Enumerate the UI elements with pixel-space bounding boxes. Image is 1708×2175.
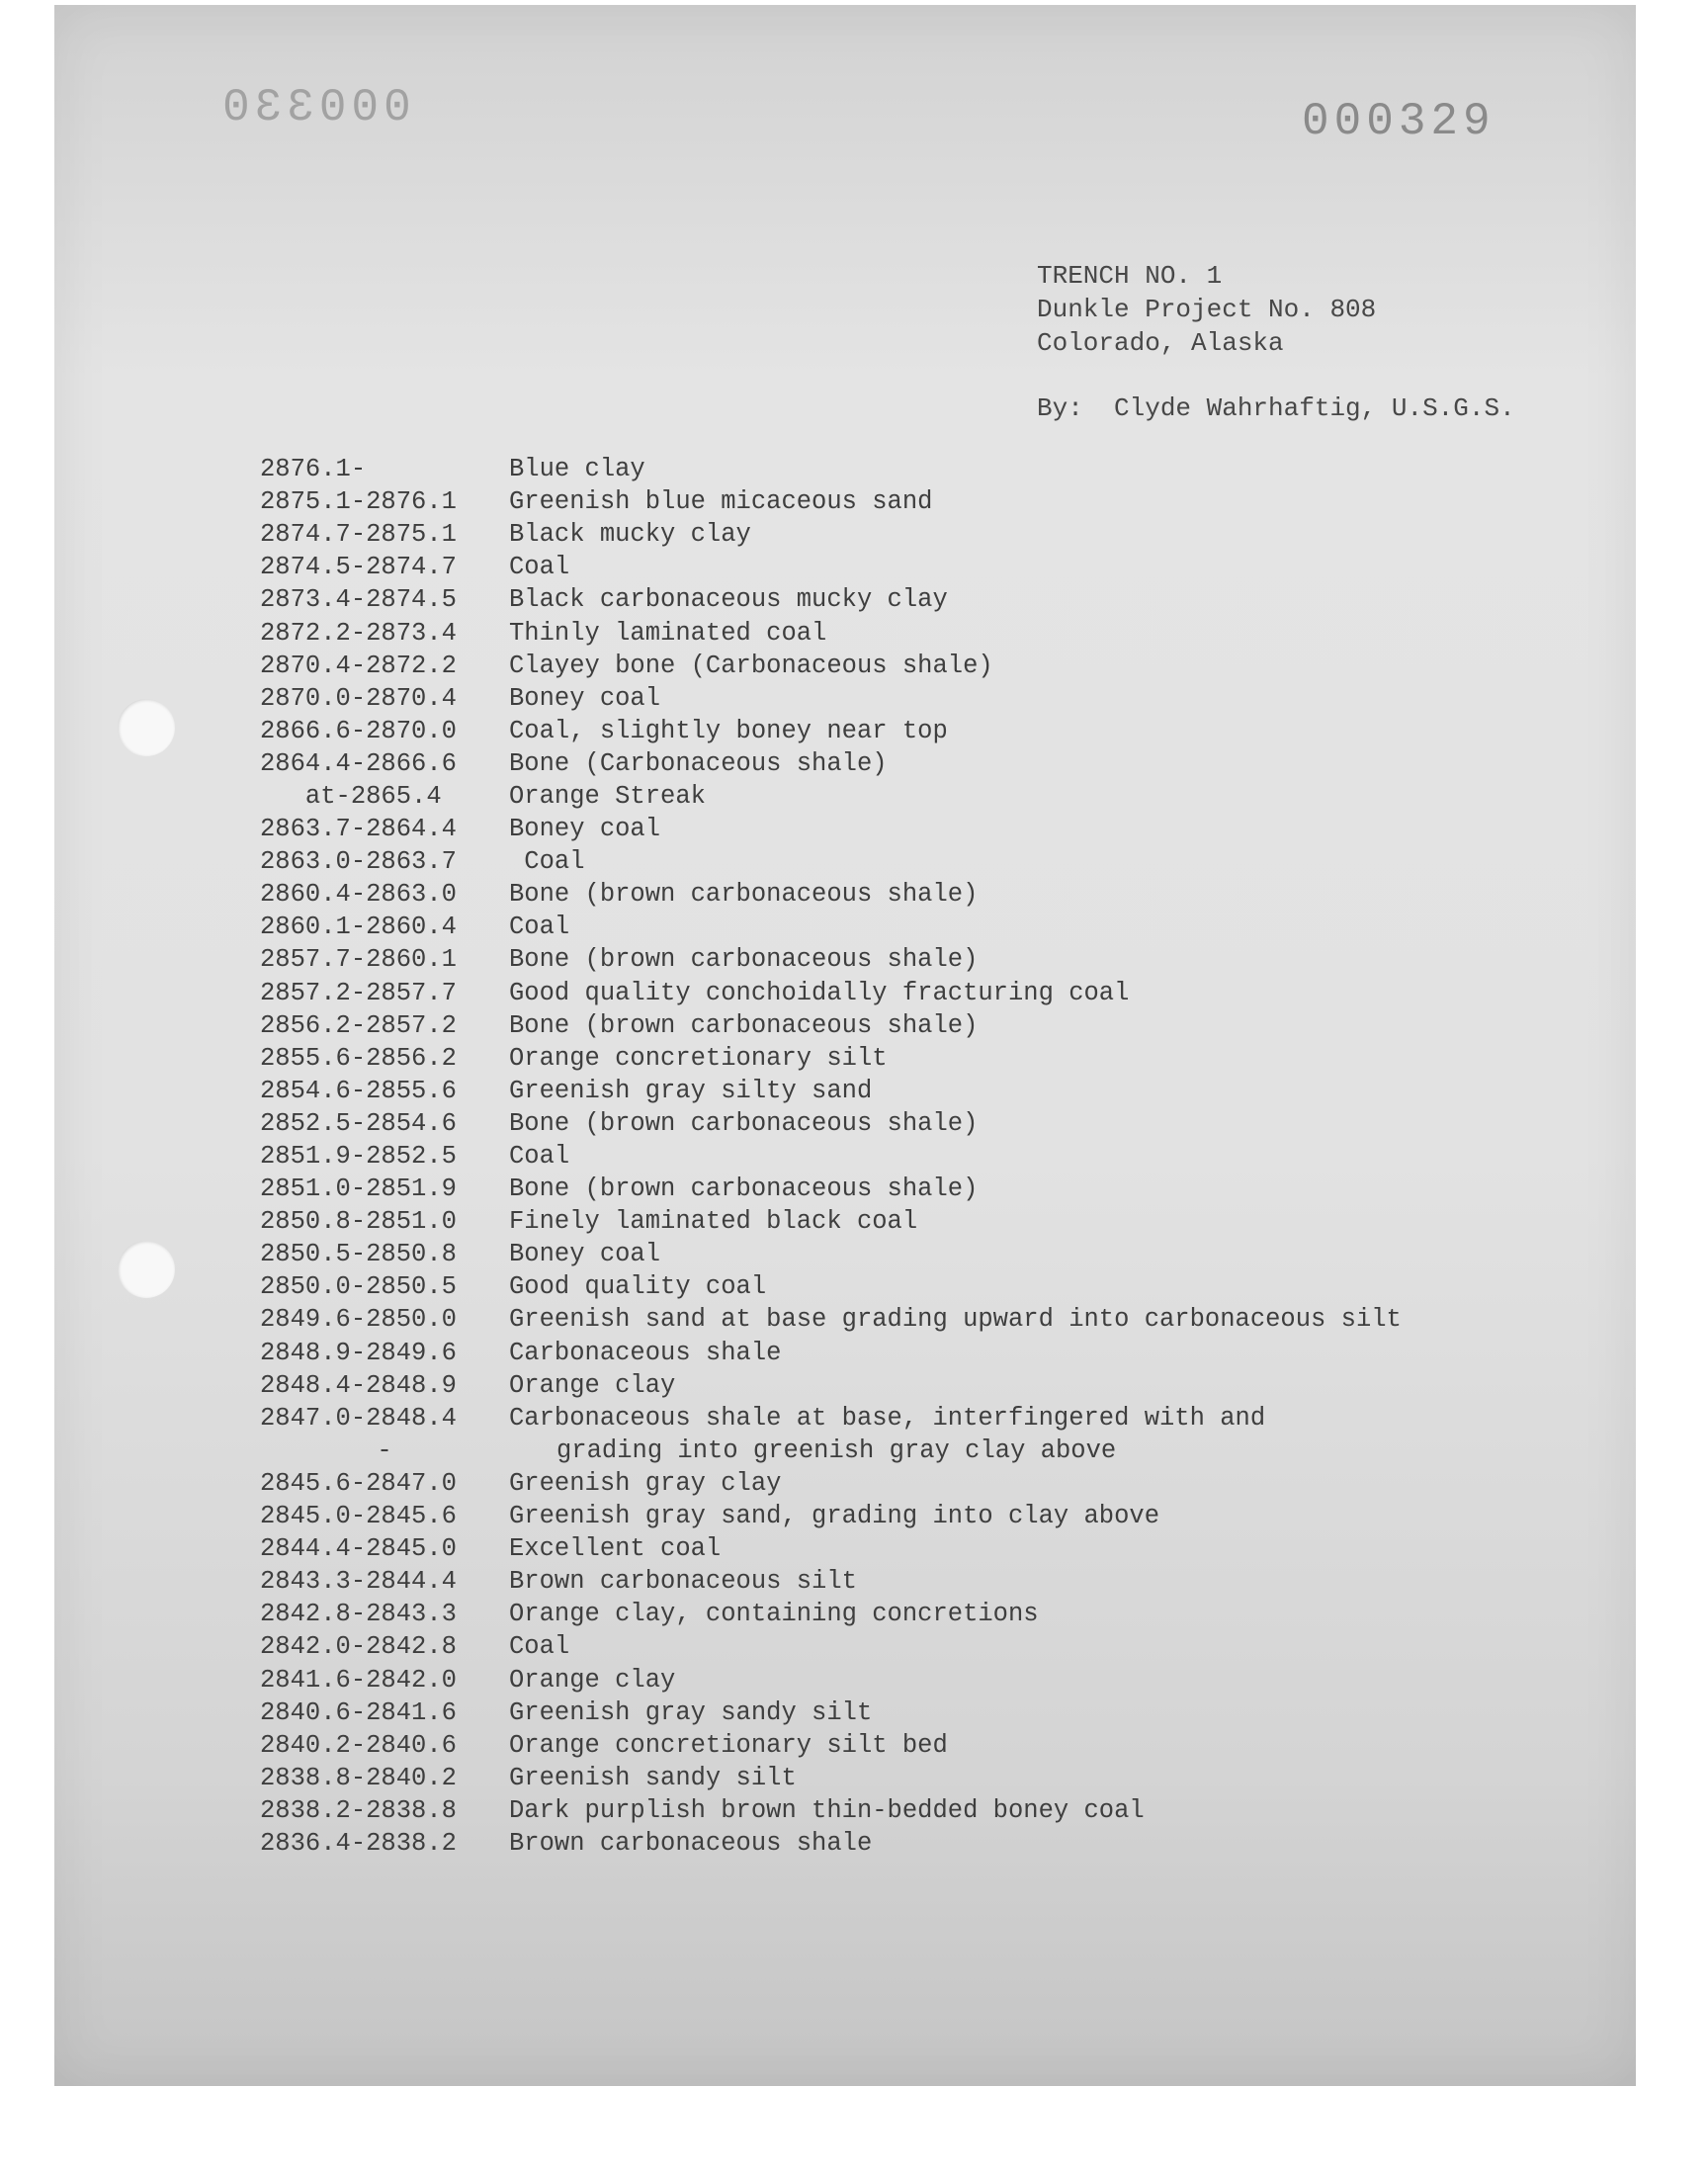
log-row <box>260 878 1402 911</box>
lithology-description: Coal, slightly boney near top <box>509 716 948 745</box>
depth-range: 2870.4-2872.2 <box>260 651 457 680</box>
depth-range: 2849.6-2850.0 <box>260 1305 457 1335</box>
lithology-description: Bone (brown carbonaceous shale) <box>509 880 979 910</box>
depth-range: 2840.2-2840.6 <box>260 1730 457 1760</box>
depth-range: 2840.6-2841.6 <box>260 1697 457 1727</box>
log-row <box>260 1794 1402 1827</box>
log-row <box>260 1140 1402 1173</box>
depth-range: 2855.6-2856.2 <box>260 1043 457 1073</box>
log-row <box>260 911 1402 943</box>
depth-range: 2844.4-2845.0 <box>260 1534 457 1564</box>
depth-range: 2873.4-2874.5 <box>260 585 457 615</box>
depth-range: 2842.8-2843.3 <box>260 1600 457 1629</box>
log-row <box>260 616 1402 649</box>
log-row <box>260 518 1402 551</box>
log-row <box>260 1630 1402 1663</box>
lithology-description: Boney coal <box>509 683 661 713</box>
log-row <box>260 1042 1402 1075</box>
lithology-description: Carbonaceous shale at base, interfingered with and <box>509 1403 1266 1433</box>
depth-range: 2856.2-2857.2 <box>260 1010 457 1040</box>
log-row <box>260 715 1402 747</box>
lithology-description: Good quality coal <box>509 1272 767 1302</box>
log-row <box>260 747 1402 780</box>
depth-range: 2857.7-2860.1 <box>260 945 457 975</box>
punch-hole <box>118 699 175 756</box>
log-row <box>260 1696 1402 1729</box>
log-row <box>260 583 1402 616</box>
trench-title: TRENCH NO. 1 <box>1037 261 1223 291</box>
depth-range: 2842.0-2842.8 <box>260 1632 457 1662</box>
lithology-description: Finely laminated black coal <box>509 1207 918 1237</box>
lithology-description: Orange clay <box>509 1665 676 1695</box>
depth-range: 2838.2-2838.8 <box>260 1795 457 1825</box>
lithology-description: Greenish gray sandy silt <box>509 1697 873 1727</box>
lithology-description: Bone (Carbonaceous shale) <box>509 748 888 778</box>
log-row <box>260 1402 1402 1435</box>
depth-range: 2854.6-2855.6 <box>260 1076 457 1105</box>
lithology-description: Clayey bone (Carbonaceous shale) <box>509 651 993 680</box>
log-row <box>260 813 1402 845</box>
depth-range: 2860.1-2860.4 <box>260 913 457 942</box>
log-row <box>260 650 1402 682</box>
depth-range: 2857.2-2857.7 <box>260 978 457 1007</box>
lithology-description: Brown carbonaceous shale <box>509 1828 873 1858</box>
lithology-description: Bone (brown carbonaceous shale) <box>509 1108 979 1138</box>
log-row <box>260 977 1402 1009</box>
log-row <box>260 1663 1402 1696</box>
project-name: Dunkle Project No. 808 <box>1037 295 1377 324</box>
log-row <box>260 1303 1402 1336</box>
log-row <box>260 1205 1402 1238</box>
depth-range: 2876.1- <box>260 455 367 484</box>
log-row <box>260 780 1402 813</box>
lithology-description: Coal <box>509 553 570 582</box>
depth-range: 2850.5-2850.8 <box>260 1240 457 1269</box>
lithology-description: Coal <box>509 1632 570 1662</box>
lithology-description: Boney coal <box>509 815 661 844</box>
log-row <box>260 1270 1402 1303</box>
log-row <box>260 1075 1402 1107</box>
depth-range: 2860.4-2863.0 <box>260 880 457 910</box>
log-row <box>260 1500 1402 1532</box>
depth-range: 2874.7-2875.1 <box>260 520 457 550</box>
log-row <box>260 1009 1402 1042</box>
lithology-description: Brown carbonaceous silt <box>509 1567 857 1597</box>
stratigraphic-log <box>260 453 1402 1860</box>
lithology-description: Coal <box>509 1142 570 1172</box>
lithology-description: Orange clay <box>509 1370 676 1400</box>
depth-range: 2863.7-2864.4 <box>260 815 457 844</box>
depth-range: 2866.6-2870.0 <box>260 716 457 745</box>
page-number-stamp: 000329 <box>1302 96 1495 147</box>
lithology-description: Good quality conchoidally fracturing coal <box>509 978 1130 1007</box>
lithology-description: Boney coal <box>509 1240 661 1269</box>
log-row <box>260 845 1402 878</box>
lithology-description: Greenish gray clay <box>509 1468 782 1498</box>
lithology-description: Orange concretionary silt <box>509 1043 888 1073</box>
depth-range: 2843.3-2844.4 <box>260 1567 457 1597</box>
lithology-description: Blue clay <box>509 455 645 484</box>
log-row <box>260 453 1402 485</box>
log-row <box>260 1598 1402 1630</box>
lithology-description: Coal <box>509 913 570 942</box>
lithology-description: Black carbonaceous mucky clay <box>509 585 948 615</box>
depth-range: 2863.0-2863.7 <box>260 847 457 877</box>
document-header <box>1037 259 1515 425</box>
log-row-continuation <box>260 1435 1402 1467</box>
depth-range: 2848.4-2848.9 <box>260 1370 457 1400</box>
depth-range: at-2865.4 <box>260 781 442 811</box>
depth-range: 2845.0-2845.6 <box>260 1502 457 1531</box>
depth-range: 2864.4-2866.6 <box>260 748 457 778</box>
lithology-description: Orange clay, containing concretions <box>509 1600 1039 1629</box>
depth-range: 2845.6-2847.0 <box>260 1468 457 1498</box>
lithology-description: Excellent coal <box>509 1534 722 1564</box>
continuation-dash: - <box>377 1436 392 1465</box>
lithology-description: Greenish gray sand, grading into clay above <box>509 1502 1160 1531</box>
depth-range: 2847.0-2848.4 <box>260 1403 457 1433</box>
log-row <box>260 1532 1402 1565</box>
lithology-description: Dark purplish brown thin-bedded boney coal <box>509 1795 1145 1825</box>
lithology-description: Bone (brown carbonaceous shale) <box>509 945 979 975</box>
depth-range: 2874.5-2874.7 <box>260 553 457 582</box>
depth-range: 2872.2-2873.4 <box>260 618 457 648</box>
lithology-description: Greenish sand at base grading upward into carbonaceous silt <box>509 1305 1402 1335</box>
log-row <box>260 1762 1402 1794</box>
log-row <box>260 1729 1402 1762</box>
punch-hole <box>118 1241 175 1298</box>
author-line: By: Clyde Wahrhaftig, U.S.G.S. <box>1037 393 1515 423</box>
depth-range: 2870.0-2870.4 <box>260 683 457 713</box>
depth-range: 2852.5-2854.6 <box>260 1108 457 1138</box>
depth-range: 2851.0-2851.9 <box>260 1174 457 1204</box>
depth-range: 2851.9-2852.5 <box>260 1142 457 1172</box>
mirrored-page-stamp: 000330 <box>217 82 411 133</box>
log-row <box>260 1337 1402 1369</box>
log-row <box>260 1467 1402 1500</box>
depth-range: 2850.0-2850.5 <box>260 1272 457 1302</box>
lithology-description: Greenish gray silty sand <box>509 1076 873 1105</box>
depth-range: 2841.6-2842.0 <box>260 1665 457 1695</box>
log-row <box>260 551 1402 583</box>
lithology-description: Bone (brown carbonaceous shale) <box>509 1174 979 1204</box>
lithology-description: Orange concretionary silt bed <box>509 1730 948 1760</box>
depth-range: 2836.4-2838.2 <box>260 1828 457 1858</box>
log-row <box>260 1238 1402 1270</box>
depth-range: 2838.8-2840.2 <box>260 1763 457 1792</box>
lithology-description: Greenish sandy silt <box>509 1763 797 1792</box>
log-row <box>260 1173 1402 1205</box>
lithology-description: Coal <box>509 847 585 877</box>
log-row <box>260 682 1402 715</box>
continuation-description: grading into greenish gray clay above <box>556 1436 1117 1465</box>
log-row <box>260 943 1402 976</box>
depth-range: 2875.1-2876.1 <box>260 487 457 517</box>
lithology-description: Orange Streak <box>509 781 706 811</box>
depth-range: 2848.9-2849.6 <box>260 1338 457 1367</box>
log-row <box>260 1369 1402 1402</box>
lithology-description: Bone (brown carbonaceous shale) <box>509 1010 979 1040</box>
log-row <box>260 1107 1402 1140</box>
log-row <box>260 1565 1402 1598</box>
location: Colorado, Alaska <box>1037 328 1284 358</box>
lithology-description: Carbonaceous shale <box>509 1338 782 1367</box>
depth-range: 2850.8-2851.0 <box>260 1207 457 1237</box>
lithology-description: Thinly laminated coal <box>509 618 827 648</box>
lithology-description: Black mucky clay <box>509 520 751 550</box>
log-row <box>260 485 1402 518</box>
lithology-description: Greenish blue micaceous sand <box>509 487 933 517</box>
log-row <box>260 1827 1402 1860</box>
